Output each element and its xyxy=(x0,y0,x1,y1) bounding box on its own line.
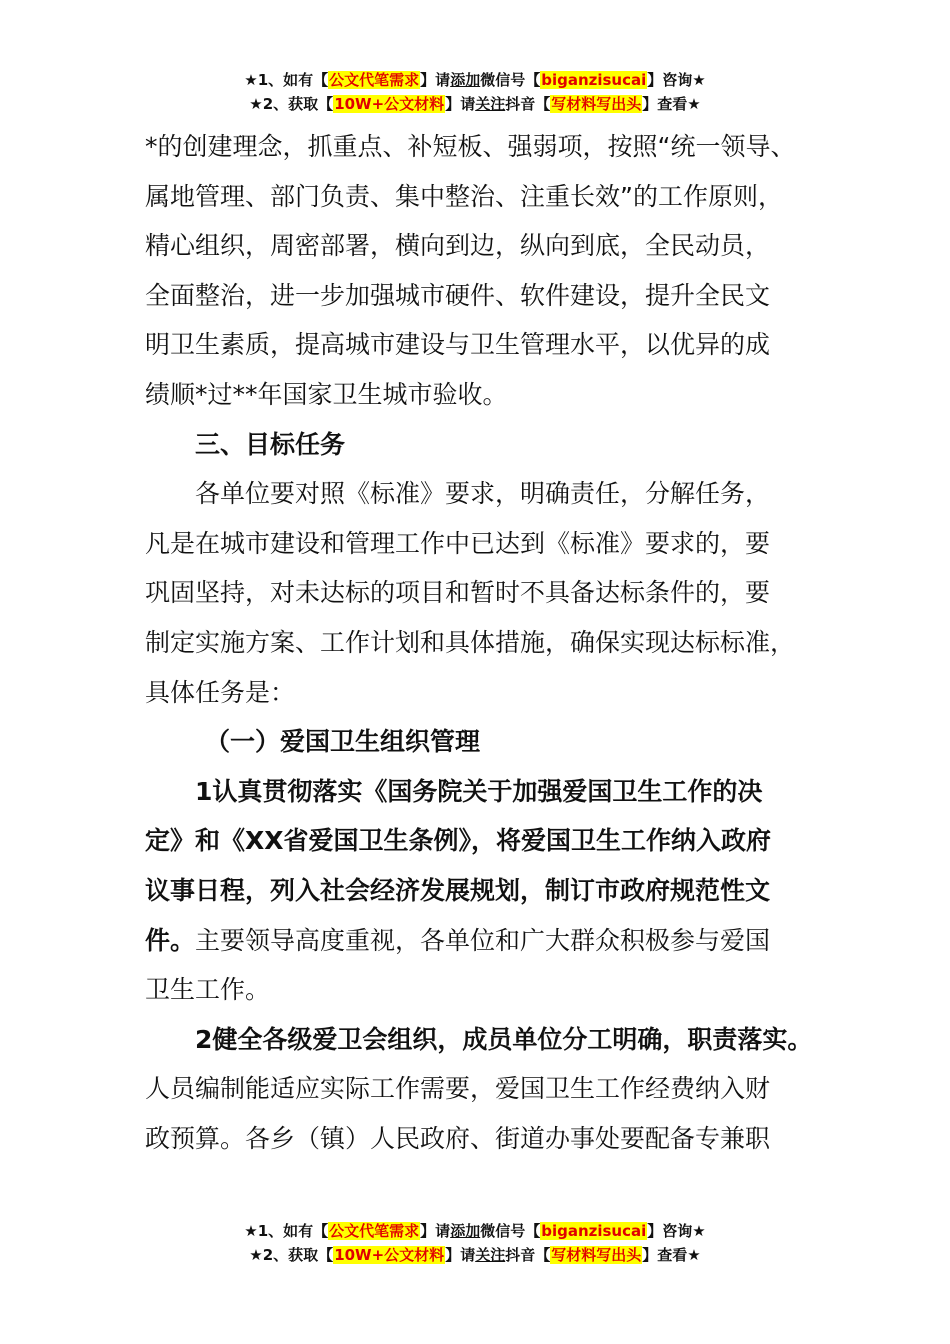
body-line: 巩固坚持，对未达标的项目和暂时不具备达标条件的，要 xyxy=(145,578,771,608)
body-line: 全面整治，进一步加强城市硬件、软件建设，提升全民文 xyxy=(145,280,771,310)
banner-line-2: ★2、获取【10W+公文材料】请关注抖音【写材料写出头】查看★ xyxy=(249,95,701,113)
banner-line-1: ★1、如有【公文代笔需求】请添加微信号【biganzisucai】咨询★ xyxy=(244,71,706,89)
document-body xyxy=(145,122,825,1163)
banner-highlight-douyin: 写材料写出头 xyxy=(551,1246,642,1264)
item-2-line: 政预算。各乡（镇）人民政府、街道办事处要配备专兼职 xyxy=(145,1123,771,1153)
body-line: 明卫生素质，提高城市建设与卫生管理水平，以优异的成 xyxy=(145,330,771,360)
item-1-line: 1认真贯彻落实《国务院关于加强爱国卫生工作的决 xyxy=(195,776,763,806)
item-1-line: 卫生工作。 xyxy=(145,975,271,1005)
subsection-heading-1: （一）爱国卫生组织管理 xyxy=(205,727,481,757)
body-line: 具体任务是： xyxy=(145,677,296,707)
item-1-line: 议事日程，列入社会经济发展规划，制订市政府规范性文 xyxy=(145,875,771,905)
item-2-line: 人员编制能适应实际工作需要，爱国卫生工作经费纳入财 xyxy=(145,1074,771,1104)
banner-highlight-service: 公文代笔需求 xyxy=(329,71,420,89)
item-2-heading: 2健全各级爱卫会组织，成员单位分工明确，职责落实。 xyxy=(195,1024,813,1054)
header-banner xyxy=(0,68,950,116)
footer-banner xyxy=(0,1219,950,1267)
body-line: 绩顺*过**年国家卫生城市验收。 xyxy=(145,379,508,409)
body-line: 属地管理、部门负责、集中整治、注重长效”的工作原则， xyxy=(145,181,783,211)
item-1-line: 定》和《XX省爱国卫生条例》，将爱国卫生工作纳入政府 xyxy=(145,826,772,856)
body-line: 制定实施方案、工作计划和具体措施，确保实现达标标准， xyxy=(145,627,796,657)
body-line: 各单位要对照《标准》要求，明确责任，分解任务， xyxy=(195,479,771,509)
banner-highlight-materials: 10W+公文材料 xyxy=(334,95,445,113)
banner-line-2: ★2、获取【10W+公文材料】请关注抖音【写材料写出头】查看★ xyxy=(249,1246,701,1264)
banner-highlight-wechat: biganzisucai xyxy=(541,71,647,89)
banner-highlight-materials: 10W+公文材料 xyxy=(334,1246,445,1264)
banner-line-1: ★1、如有【公文代笔需求】请添加微信号【biganzisucai】咨询★ xyxy=(244,1222,706,1240)
banner-highlight-wechat: biganzisucai xyxy=(541,1222,647,1240)
banner-highlight-service: 公文代笔需求 xyxy=(329,1222,420,1240)
section-heading-3: 三、目标任务 xyxy=(195,429,346,459)
banner-highlight-douyin: 写材料写出头 xyxy=(551,95,642,113)
body-line: 凡是在城市建设和管理工作中已达到《标准》要求的，要 xyxy=(145,528,771,558)
body-line: 精心组织，周密部署，横向到边，纵向到底，全民动员， xyxy=(145,231,771,261)
item-1-line: 件。主要领导高度重视，各单位和广大群众积极参与爱国 xyxy=(145,925,771,955)
body-line: *的创建理念，抓重点、补短板、强弱项，按照“统一领导、 xyxy=(145,132,796,161)
